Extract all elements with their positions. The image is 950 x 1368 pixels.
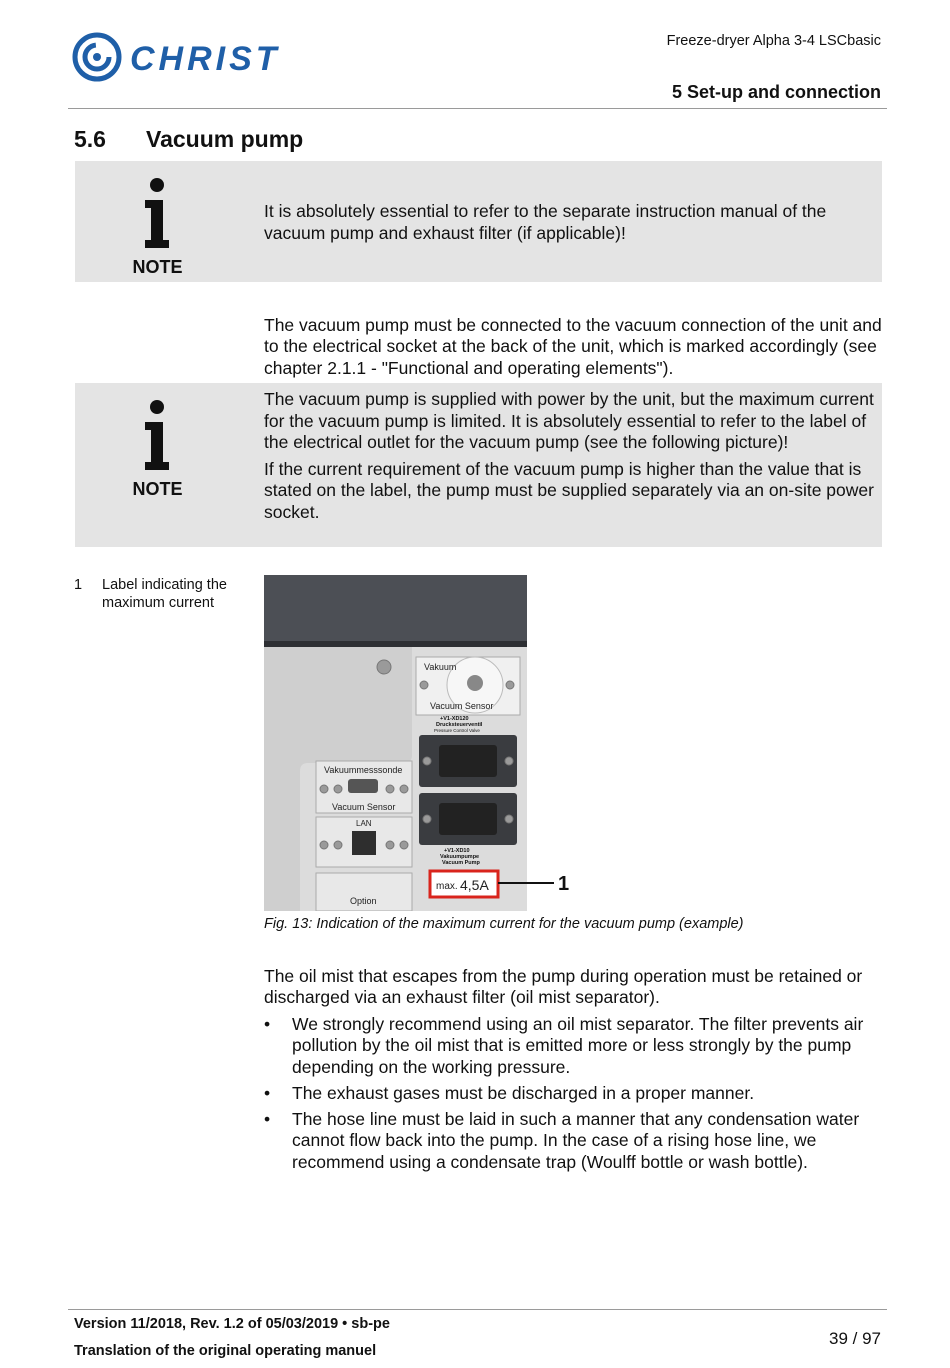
logo-text: CHRIST (130, 40, 281, 78)
xd10-id: +V1-XD10 (444, 848, 470, 854)
list-item-text: The exhaust gases must be discharged in a proper manner. (292, 1082, 755, 1103)
list-item-text: The hose line must be laid in such a manner that any condensation water cannot flow back into the pump. In the case of a rising hose line, we recommend using a condensate trap (Woulff bottle or wash bottle). (292, 1109, 860, 1172)
info-icon (75, 178, 240, 250)
section-title-text: Vacuum pump (146, 126, 304, 152)
list-item (264, 1083, 884, 1104)
chapter-heading: 5 Set-up and connection (671, 82, 881, 102)
list-item (264, 1109, 884, 1173)
footer-version: Version 11/2018, Rev. 1.2 of 05/03/2019 • sb-pe (74, 1316, 390, 1332)
document-title: Freeze-dryer Alpha 3-4 LSCbasic (666, 33, 881, 49)
xd120-id: +V1-XD120 (440, 716, 469, 722)
body-paragraph (264, 315, 884, 379)
note-label: NOTE (132, 257, 183, 277)
bullet-symbol: • (264, 1082, 271, 1103)
note-paragraph: It is absolutely essential to refer to the separate instruction manual of the vacuum pump and exhaust filter (if applicable)! (264, 201, 827, 243)
figure-caption: Fig. 13: Indication of the maximum current for the vacuum pump (example) (264, 916, 744, 932)
bullet-symbol: • (264, 1109, 271, 1130)
paragraph-text: The oil mist that escapes from the pump during operation must be retained or discharged via an exhaust filter (oil mist separator). (264, 966, 863, 1008)
legend-text: Label indicating the maximum current (102, 577, 227, 611)
footer-translation: Translation of the original operating manuel (74, 1343, 377, 1359)
note-text (264, 201, 876, 249)
option-label: Option (350, 896, 377, 906)
list-item-text: We strongly recommend using an oil mist separator. The filter prevents air pollution by the oil mist that is emitted more or less strongly by the pump depending on the working pressure. (292, 1014, 864, 1077)
section-number: 5.6 (74, 126, 106, 152)
christ-logo (72, 30, 317, 86)
note-paragraph: The vacuum pump is supplied with power by the unit, but the maximum current for the vacuum pump is limited. It is absolutely essential to refer to the label of the electrical outlet for the vacuum pump (see the following picture)! (264, 389, 874, 452)
note-box-1 (75, 161, 882, 282)
max-prefix: max. (436, 881, 458, 892)
xd10-de: Vakuumpumpe (440, 854, 480, 860)
callout-number: 1 (558, 873, 570, 895)
logo-mark-icon (75, 35, 119, 79)
vacuum-sensor-label: Vacuum Sensor (332, 802, 396, 812)
lan-label: LAN (356, 819, 372, 828)
note-text (264, 389, 876, 528)
note-box-2 (75, 383, 882, 547)
info-icon (75, 400, 240, 472)
bullet-symbol: • (264, 1014, 271, 1034)
bullet-list (264, 1014, 884, 1178)
body-paragraph (264, 966, 884, 1009)
note-label: NOTE (132, 479, 183, 499)
section-title (74, 126, 303, 153)
vakuummesssonde-label: Vakuummesssonde (324, 765, 403, 775)
xd10-en: Vacuum Pump (442, 860, 480, 866)
xd120-de: Drucksteuerventil (436, 722, 483, 728)
vakuum-label: Vakuum (424, 662, 457, 672)
legend-number: 1 (74, 577, 83, 593)
list-item (264, 1014, 884, 1078)
xd120-en: Pressure Control Valve (434, 728, 480, 733)
header-divider (68, 108, 887, 109)
note-paragraph: If the current requirement of the vacuum pump is higher than the value that is stated on the label, the pump must be supplied separately via an on-site power socket. (264, 458, 874, 522)
vacuum-pump-panel-figure (264, 575, 584, 911)
vacuum-sensor-top-label: Vacuum Sensor (430, 701, 494, 711)
page-number: 39 / 97 (829, 1329, 881, 1348)
max-value: 4,5A (460, 877, 489, 893)
footer-divider (68, 1309, 887, 1310)
paragraph-text: The vacuum pump must be connected to the vacuum connection of the unit and to the electrical socket at the back of the unit, which is marked accordingly (see chapter 2.1.1 - "Functional and operating elements"). (264, 315, 882, 378)
